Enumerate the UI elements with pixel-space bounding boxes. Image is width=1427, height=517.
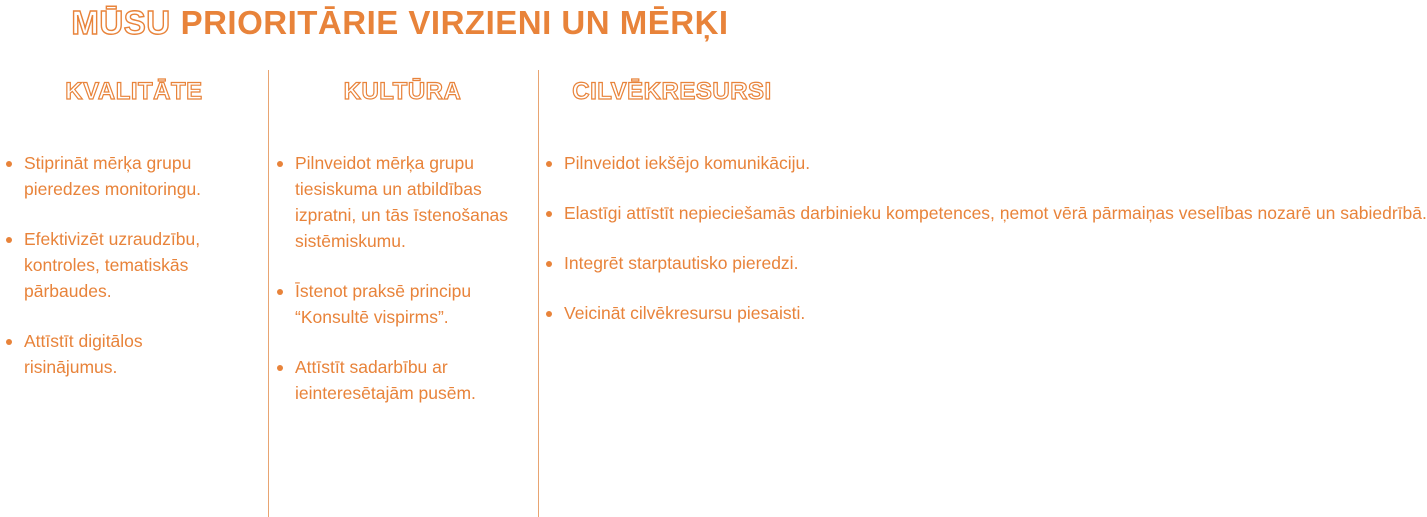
column-heading: KULTŪRA xyxy=(343,78,462,105)
list-item xyxy=(544,300,806,326)
list-item xyxy=(4,150,239,202)
bullet-icon xyxy=(546,161,552,167)
bullet-icon xyxy=(6,161,12,167)
page-title xyxy=(0,4,800,42)
title-text: PRIORITĀRIE VIRZIENI UN MĒRĶI xyxy=(180,4,729,41)
bullet-icon xyxy=(546,261,552,267)
list-item-text: Stiprināt mērķa grupu pieredzes monitoringu. xyxy=(24,153,202,199)
bullet-icon xyxy=(277,365,283,371)
column-heading: CILVĒKRESURSI xyxy=(572,78,772,105)
bullet-icon xyxy=(277,161,283,167)
list-item xyxy=(275,150,535,254)
list-item-text: Īstenot praksē principu “Konsultē vispirms”. xyxy=(295,281,472,327)
bullet-icon xyxy=(6,237,12,243)
goal-list xyxy=(275,150,537,406)
column-divider xyxy=(538,70,539,517)
bullet-icon xyxy=(277,289,283,295)
column-kultura xyxy=(275,78,537,430)
goal-list xyxy=(544,150,1427,326)
list-item xyxy=(4,226,249,304)
list-item-text: Elastīgi attīstīt nepieciešamās darbinieku kompetences, ņemot vērā pārmaiņas veselības nozarē un sabiedrībā. xyxy=(564,203,1427,223)
list-item xyxy=(275,278,525,330)
list-item xyxy=(544,150,811,176)
column-heading: KVALITĀTE xyxy=(65,78,203,105)
title-outline-word: MŪSU xyxy=(71,4,171,41)
bullet-icon xyxy=(546,311,552,317)
goal-list xyxy=(4,150,254,380)
bullet-icon xyxy=(6,339,12,345)
list-item-text: Integrēt starptautisko pieredzi. xyxy=(564,253,799,273)
list-item-text: Attīstīt digitālos risinājumus. xyxy=(24,331,143,377)
bullet-icon xyxy=(546,211,552,217)
list-item xyxy=(544,200,1427,226)
list-item xyxy=(4,328,239,380)
list-item-text: Efektivizēt uzraudzību, kontroles, tematiskās pārbaudes. xyxy=(24,229,201,301)
column-kvalitate xyxy=(4,78,254,404)
list-item xyxy=(544,250,800,276)
column-divider xyxy=(268,70,269,517)
list-item xyxy=(275,354,515,406)
list-item-text: Pilnveidot mērķa grupu tiesiskuma un atbildības izpratni, un tās īstenošanas sistēmiskumu. xyxy=(295,153,509,251)
column-cilvekresursi xyxy=(544,78,1427,350)
list-item-text: Attīstīt sadarbību ar ieinteresētajām pusēm. xyxy=(295,357,476,403)
list-item-text: Veicināt cilvēkresursu piesaisti. xyxy=(564,303,806,323)
list-item-text: Pilnveidot iekšējo komunikāciju. xyxy=(564,153,811,173)
